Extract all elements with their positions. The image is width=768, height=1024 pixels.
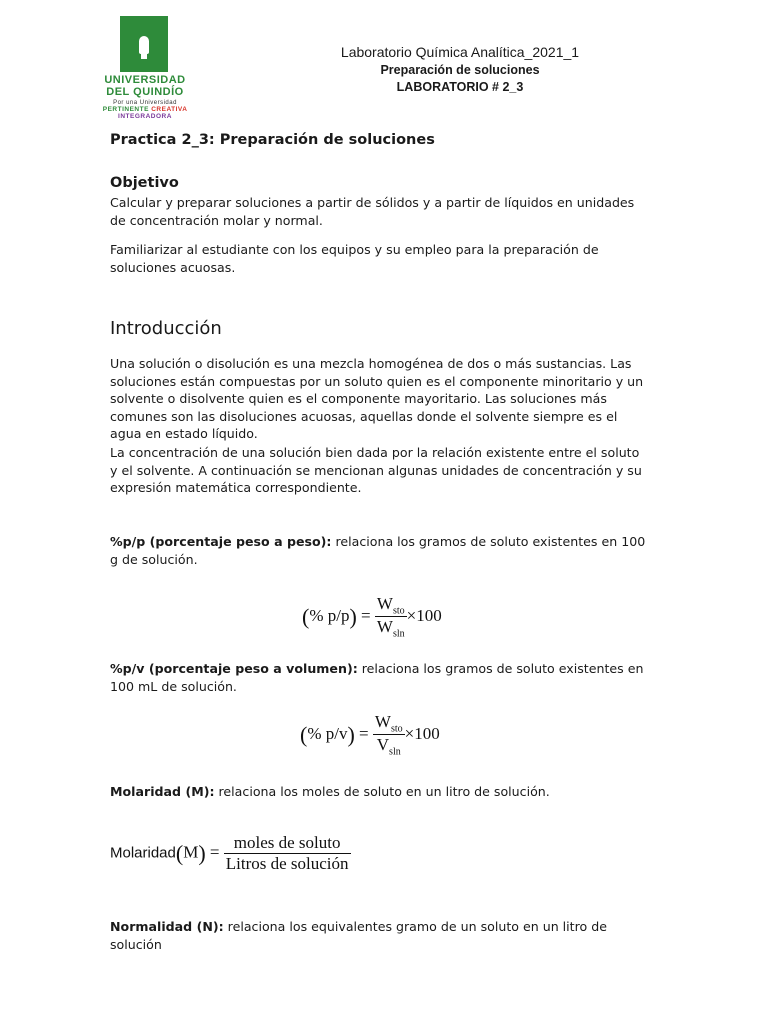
introduction-paragraph-1: Una solución o disolución es una mezcla homogénea de dos o más sustancias. Las soluciones están compuestas por un soluto quien es el componente minoritario y un solvente o disolvente quien es el componente mayoritario. Las soluciones más comunes son las disoluciones acuosas, aquellas donde el solvente siempre es el agua en estado líquido. xyxy=(110,356,644,441)
logo-keyhole-icon xyxy=(139,36,149,54)
pp-numerator: W xyxy=(376,594,393,613)
pp-fraction xyxy=(375,594,407,640)
objective-heading: Objetivo xyxy=(110,175,179,191)
molarity-formula: Molaridad(M) = $\frac{\text{moles de soluto}}{\text{Litros de solución}}$ xyxy=(110,833,349,873)
logo-tagline-1: PERTINENTE xyxy=(102,106,149,113)
pv-description: relaciona los gramos de soluto existentes en 100 mL de solución. xyxy=(110,661,644,694)
logo-tagline-3: INTEGRADORA xyxy=(118,113,172,120)
lab-number: LABORATORIO # 2_3 xyxy=(396,80,524,94)
practice-title: Practica 2_3: Preparación de soluciones xyxy=(110,132,435,148)
pv-denominator-sub: sln xyxy=(389,746,401,758)
pp-definition xyxy=(110,533,650,568)
pv-formula: (% p/v) = $\frac{W_{sto}}{V_{sln}}$ ×100 xyxy=(300,712,440,758)
pv-numerator: W xyxy=(374,712,391,731)
objective-paragraph-2: Familiarizar al estudiante con los equipos y su empleo para la preparación de soluciones acuosas. xyxy=(110,242,599,275)
pp-denominator-sub: sln xyxy=(392,628,405,640)
university-logo xyxy=(82,14,208,120)
document-title: Laboratorio Química Analítica_2021_1 xyxy=(340,44,580,60)
molarity-formula-label: Molaridad xyxy=(110,844,176,862)
normality-term: Normalidad (N): xyxy=(110,919,224,934)
objective-paragraph-1: Calcular y preparar soluciones a partir de sólidos y a partir de líquidos en unidades de concentración molar y normal. xyxy=(110,195,635,228)
molarity-description: relaciona los moles de soluto en un litro de solución. xyxy=(214,784,550,799)
pv-numerator-sub: sto xyxy=(390,723,403,735)
molarity-definition xyxy=(110,783,650,801)
molarity-term: Molaridad (M): xyxy=(110,784,215,799)
normality-definition xyxy=(110,918,650,953)
pv-factor: ×100 xyxy=(404,723,440,743)
normality-description: relaciona los equivalentes gramo de un soluto en un litro de solución xyxy=(110,919,607,952)
logo-tagline xyxy=(82,106,208,120)
molarity-fraction xyxy=(224,833,351,874)
pv-term: %p/v (porcentaje peso a volumen): xyxy=(110,661,358,676)
molarity-numerator: moles de soluto xyxy=(233,833,341,852)
logo-text-line-3: Por una Universidad xyxy=(113,100,177,106)
pp-factor: ×100 xyxy=(406,605,442,625)
pp-description: relaciona los gramos de soluto existentes en 100 g de solución. xyxy=(110,534,646,567)
introduction-paragraph-2: La concentración de una solución bien dada por la relación existente entre el soluto y el solvente. A continuación se mencionan algunas unidades de concentración y su expresión matemática correspondiente. xyxy=(110,445,642,495)
logo-tagline-2: CREATIVA xyxy=(151,106,188,113)
pp-formula: (% p/p) = $\frac{W_{sto}}{W_{sln}}$ ×100 xyxy=(302,594,442,640)
document-subtitle: Preparación de soluciones xyxy=(380,63,540,77)
logo-text-line-1: UNIVERSIDAD xyxy=(104,74,186,86)
pp-denominator: W xyxy=(376,617,393,637)
pv-definition xyxy=(110,660,650,695)
molarity-denominator: Litros de solución xyxy=(225,854,349,873)
logo-text-line-2: DEL QUINDÍO xyxy=(106,86,184,98)
introduction-heading: Introducción xyxy=(110,318,222,339)
pv-formula-left: % p/v xyxy=(307,723,348,743)
pp-formula-left: % p/p xyxy=(309,605,350,625)
pv-denominator: V xyxy=(376,735,390,755)
pp-numerator-sub: sto xyxy=(392,605,405,617)
molarity-formula-var: M xyxy=(183,842,199,862)
pv-fraction xyxy=(373,712,405,758)
pp-term: %p/p (porcentaje peso a peso): xyxy=(110,534,332,549)
